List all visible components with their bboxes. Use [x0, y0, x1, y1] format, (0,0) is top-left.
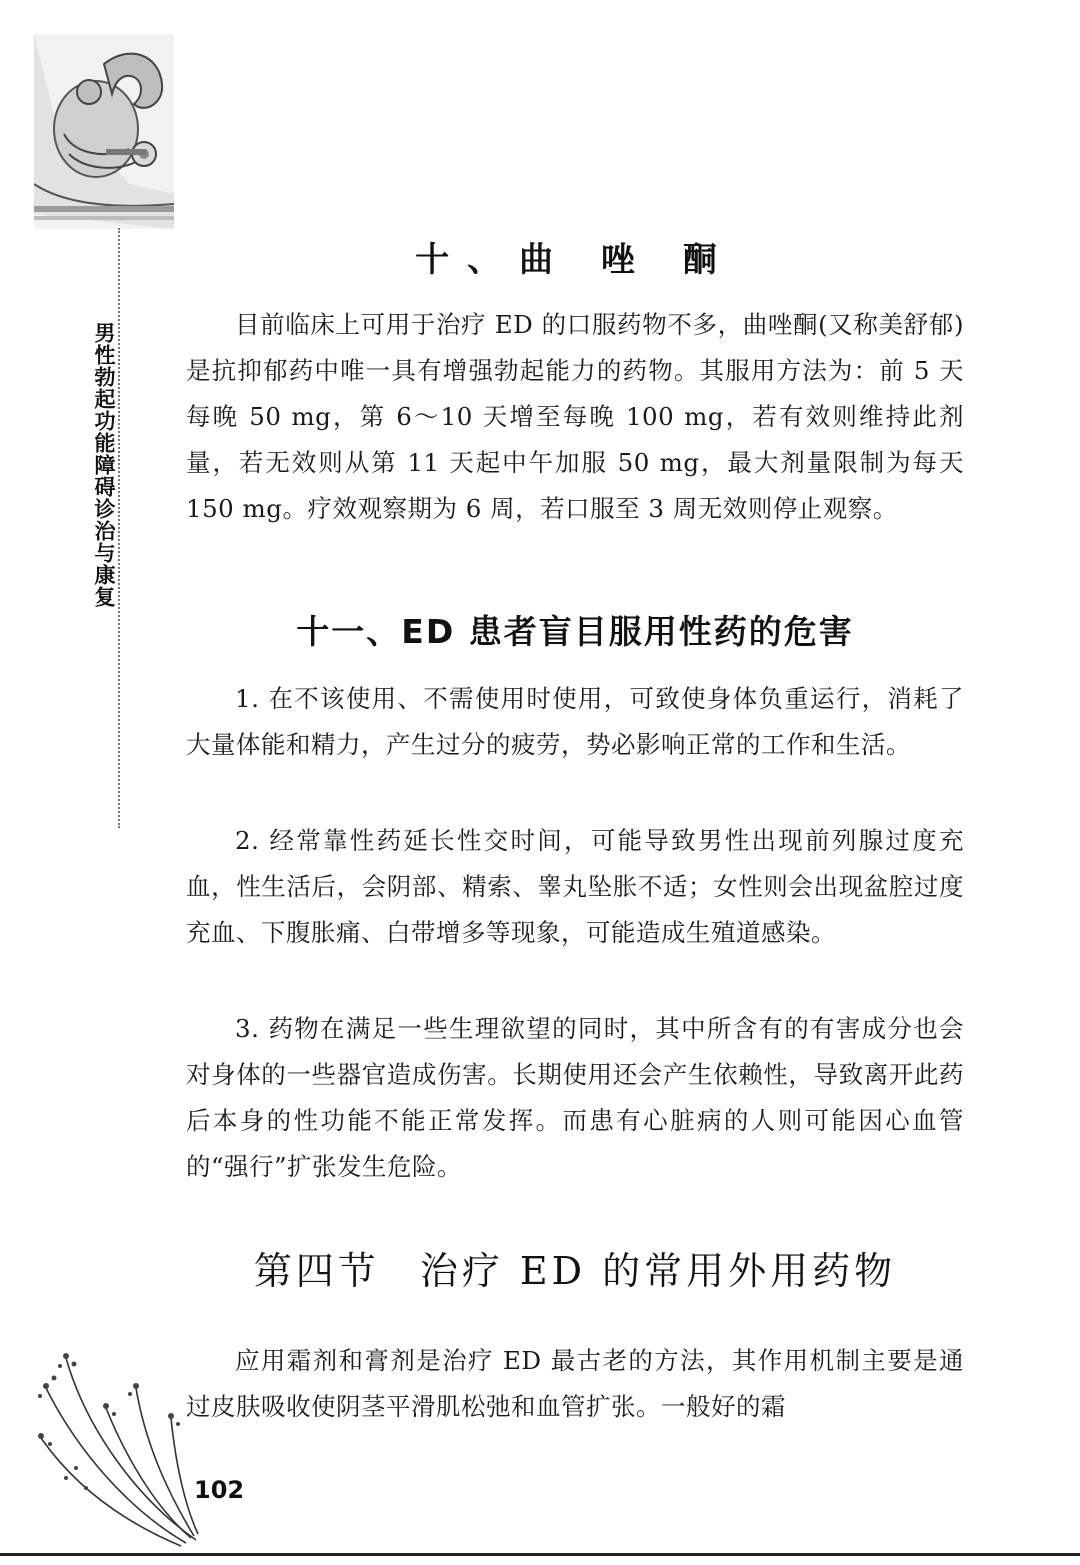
chapter-4-heading	[186, 1240, 964, 1295]
muscle-figure-illustration	[34, 34, 174, 229]
margin-dotted-rule	[118, 228, 120, 828]
page-number: 102	[194, 1476, 245, 1504]
chapter-4-body: 应用霜剂和膏剂是治疗 ED 最古老的方法，其作用机制主要是通过皮肤吸收使阴茎平滑肌松弛和血管扩张。一般好的霜	[186, 1346, 964, 1421]
section-10-body: 目前临床上可用于治疗 ED 的口服药物不多，曲唑酮(又称美舒郁)是抗抑郁药中唯一具有增强勃起能力的药物。其服用方法为：前 5 天每晚 50 mg，第 6～10 天增至每晚 100 mg，若有效则维持此剂量，若无效则从第 11 天起中午加服 50 mg，最大剂量限制为每天 150 mg。疗效观察期为 6 周，若口服至 3 周无效则停止观察。	[186, 310, 964, 523]
section-11-item-2: 2. 经常靠性药延长性交时间，可能导致男性出现前列腺过度充血，性生活后，会阴部、精索、睾丸坠胀不适；女性则会出现盆腔过度充血、下腹胀痛、白带增多等现象，可能造成生殖道感染。	[186, 826, 964, 947]
running-title: 男性勃起功能障碍诊治与康复	[92, 322, 116, 608]
section-11-item-3: 3. 药物在满足一些生理欲望的同时，其中所含有的有害成分也会对身体的一些器官造成伤害。长期使用还会产生依赖性，导致离开此药后本身的性功能不能正常发挥。而患有心脏病的人则可能因心血管的“强行”扩张发生危险。	[186, 1014, 964, 1181]
section-11-heading: 十一、ED 患者盲目服用性药的危害	[296, 612, 854, 651]
chapter-4-label: 第四节	[253, 1249, 380, 1293]
flower-spray-decoration	[36, 1348, 206, 1548]
section-10-heading: 十、曲 唑 酮	[415, 240, 735, 280]
bottom-rule	[0, 1553, 1080, 1556]
chapter-4-title: 治疗 ED 的常用外用药物	[419, 1249, 897, 1293]
section-11-item-1: 1. 在不该使用、不需使用时使用，可致使身体负重运行，消耗了大量体能和精力，产生过分的疲劳，势必影响正常的工作和生活。	[186, 684, 964, 759]
